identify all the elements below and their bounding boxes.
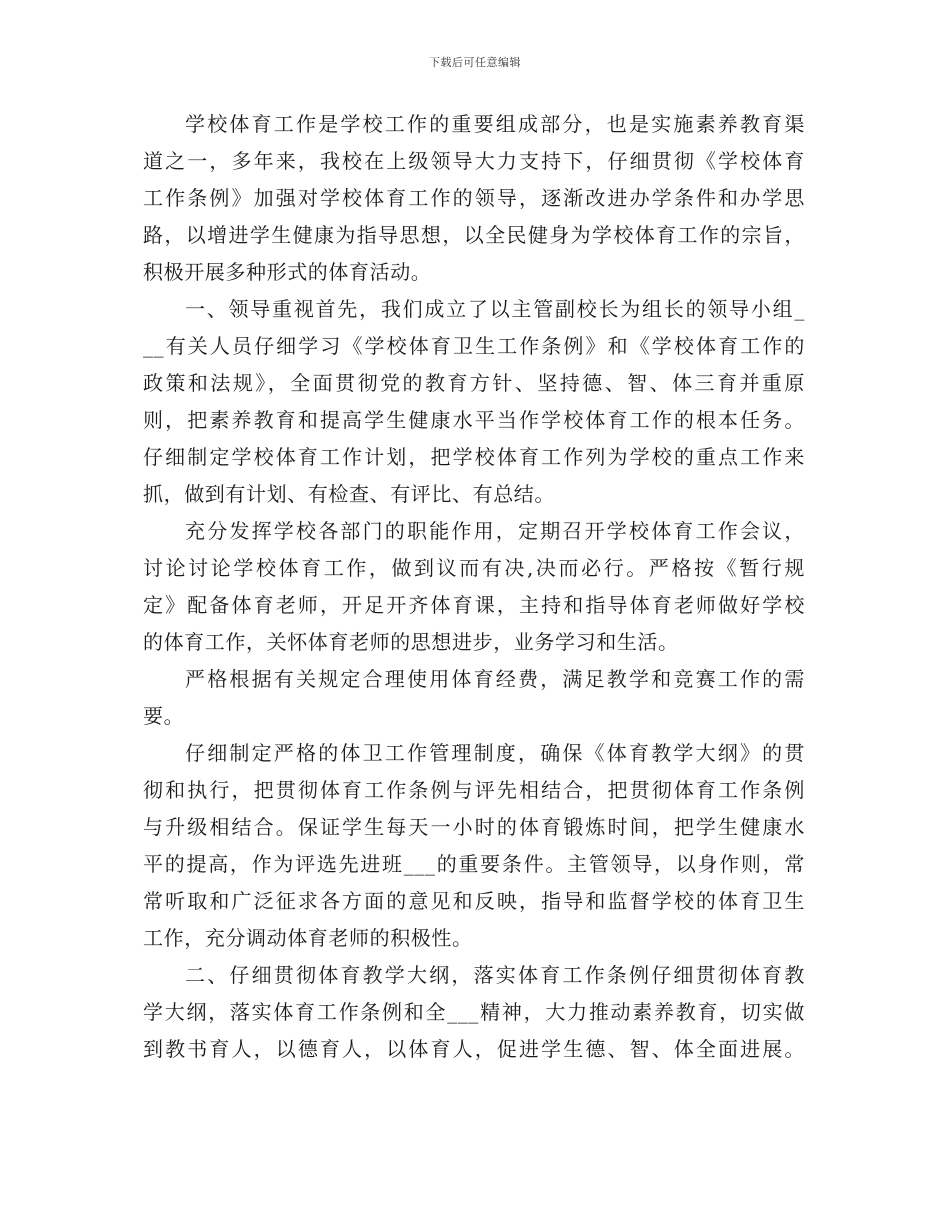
text-line: __有关人员仔细学习《学校体育卫生工作条例》和《学校体育工作的	[143, 334, 805, 358]
text-line: 严格根据有关规定合理使用体育经费，满足教学和竞赛工作的需	[185, 667, 805, 691]
text-line: 学大纲，落实体育工作条例和全___精神，大力推动素养教育，切实做	[143, 1000, 805, 1024]
text-line: 则，把素养教育和提高学生健康水平当作学校体育工作的根本任务。	[143, 408, 805, 432]
text-line: 平的提高，作为评选先进班___的重要条件。主管领导，以身作则，常	[143, 852, 805, 876]
text-line: 的体育工作，关怀体育老师的思想进步，业务学习和生活。	[143, 630, 679, 654]
text-line: 道之一，多年来，我校在上级领导大力支持下，仔细贯彻《学校体育	[143, 149, 805, 173]
text-line: 积极开展多种形式的体育活动。	[143, 260, 432, 284]
text-line: 常听取和广泛征求各方面的意见和反映，指导和监督学校的体育卫生	[143, 889, 805, 913]
text-line: 定》配备体育老师，开足开齐体育课，主持和指导体育老师做好学校	[143, 593, 805, 617]
text-line: 到教书育人，以德育人，以体育人，促进学生德、智、体全面进展。	[143, 1037, 805, 1061]
page-header: 下载后可任意编辑	[429, 56, 521, 69]
text-line: 讨论讨论学校体育工作，做到议而有决,决而必行。严格按《暂行规	[143, 556, 805, 580]
text-line: 二、仔细贯彻体育教学大纲，落实体育工作条例仔细贯彻体育教	[185, 963, 805, 987]
text-line: 与升级相结合。保证学生每天一小时的体育锻炼时间，把学生健康水	[143, 815, 805, 839]
text-line: 充分发挥学校各部门的职能作用，定期召开学校体育工作会议，	[185, 519, 805, 543]
text-line: 仔细制定学校体育工作计划，把学校体育工作列为学校的重点工作来	[143, 445, 805, 469]
text-line: 彻和执行，把贯彻体育工作条例与评先相结合，把贯彻体育工作条例	[143, 778, 805, 802]
text-line: 工作，充分调动体育老师的积极性。	[143, 926, 473, 950]
text-line: 工作条例》加强对学校体育工作的领导，逐渐改进办学条件和办学思	[143, 186, 805, 210]
text-line: 抓，做到有计划、有检查、有评比、有总结。	[143, 482, 555, 506]
text-line: 学校体育工作是学校工作的重要组成部分，也是实施素养教育渠	[185, 112, 805, 136]
text-line: 政策和法规》，全面贯彻党的教育方针、坚持德、智、体三育并重原	[143, 371, 805, 395]
text-line: 仔细制定严格的体卫工作管理制度，确保《体育教学大纲》的贯	[185, 741, 805, 765]
text-line: 一、领导重视首先，我们成立了以主管副校长为组长的领导小组_	[185, 297, 805, 321]
document-body	[143, 106, 805, 1068]
text-line: 路，以增进学生健康为指导思想，以全民健身为学校体育工作的宗旨，	[143, 223, 805, 247]
text-line: 要。	[143, 704, 185, 728]
